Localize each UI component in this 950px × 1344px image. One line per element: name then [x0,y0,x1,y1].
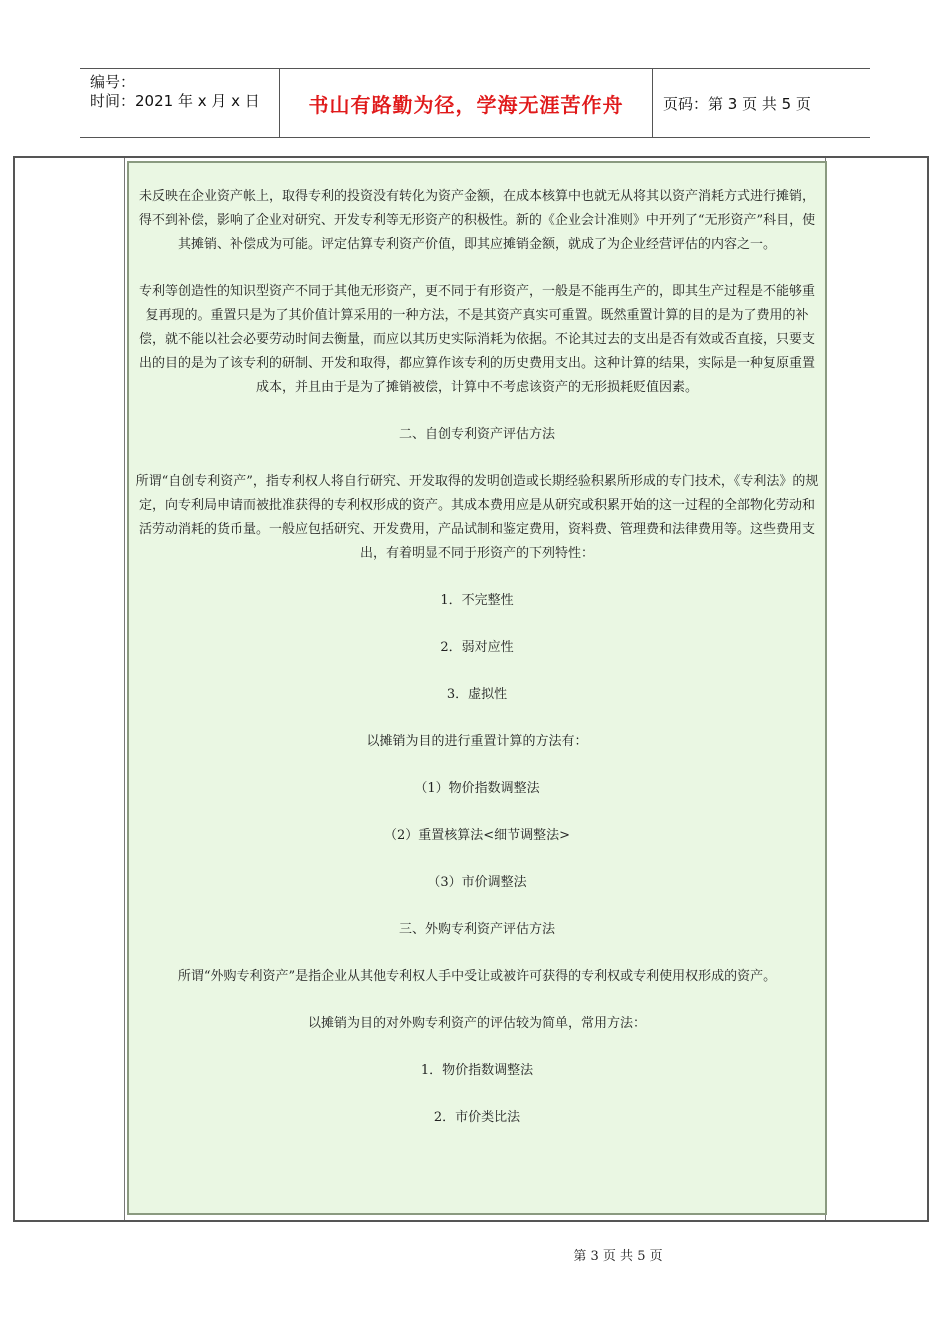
paragraph: 所谓“自创专利资产”，指专利权人将自行研究、开发取得的发明创造或长期经验积累所形成的专门技术，《专利法》的规定，向专利局申请而被批准获得的专利权形成的资产。其成本费用应是从研究或积累开始的这一过程的全部物化劳动和活劳动消耗的货币量。一般应包括研究、开发费用，产品试制和鉴定费用，资料费、管理费和法律费用等。这些费用支出，有着明显不同于形资产的下列特性： [135,474,819,561]
list-item: 2．弱对应性 [440,640,514,655]
section-heading: 三、外购专利资产评估方法 [398,922,555,937]
paragraph: 专利等创造性的知识型资产不同于其他无形资产，更不同于有形资产，一般是不能再生产的，即其生产过程是不能够重复再现的。重置只是为了其价值计算采用的一种方法，不是其资产真实可重置。既然重置计算的目的是为了费用的补偿，就不能以社会必要劳动时间去衡量，而应以其历史实际消耗为依据。不论其过去的支出是否有效或否直接，只要支出的目的是为了该专利的研制、开发和取得，都应算作该专利的历史费用支出。这种计算的结果，实际是一种复原重置成本，并且由于是为了摊销被偿，计算中不考虑该资产的无形损耗贬值因素。 [138,284,815,395]
number-label: 编号： [90,73,136,91]
page-footer: 第 3 页 共 5 页 [573,1249,663,1264]
paragraph: 未反映在企业资产帐上，取得专利的投资没有转化为资产金额，在成本核算中也就无从将其以资产消耗方式进行摊销，得不到补偿，影响了企业对研究、开发专利等无形资产的积极性。新的《企业会计准则》中开列了“无形资产”科目，使其摊销、补偿成为可能。评定估算专利资产价值，即其应摊销金额，就成了为企业经营评估的内容之一。 [138,189,816,252]
list-item: 2．市价类比法 [433,1110,521,1125]
list-item: （1）物价指数调整法 [414,781,540,796]
list-item: 3．虚拟性 [446,687,508,702]
list-item: 1．不完整性 [440,593,514,608]
paragraph: 所谓“外购专利资产”是指企业从其他专利权人手中受让或被许可获得的专利权或专利使用权形成的资产。 [177,969,777,984]
list-item: （2）重置核算法<细节调整法> [383,828,571,843]
list-item: （3）市价调整法 [427,875,527,890]
list-item: 1．物价指数调整法 [420,1063,534,1078]
time-label: 时间：2021 年 x 月 x 日 [90,92,260,110]
document-table [13,156,929,1222]
left-margin-column [15,158,125,1220]
page-header [80,68,870,138]
paragraph: 以摊销为目的对外购专利资产的评估较为简单，常用方法： [307,1016,646,1031]
right-margin-column [825,158,927,1220]
section-heading: 二、自创专利资产评估方法 [398,427,555,442]
motto-text: 书山有路勤为径，学海无涯苦作舟 [280,69,653,137]
paragraph: 以摊销为目的进行重置计算的方法有： [366,734,588,749]
header-left-cell [80,69,280,137]
page-info: 页码：第 3 页 共 5 页 [663,94,811,113]
content-box [127,161,827,1215]
